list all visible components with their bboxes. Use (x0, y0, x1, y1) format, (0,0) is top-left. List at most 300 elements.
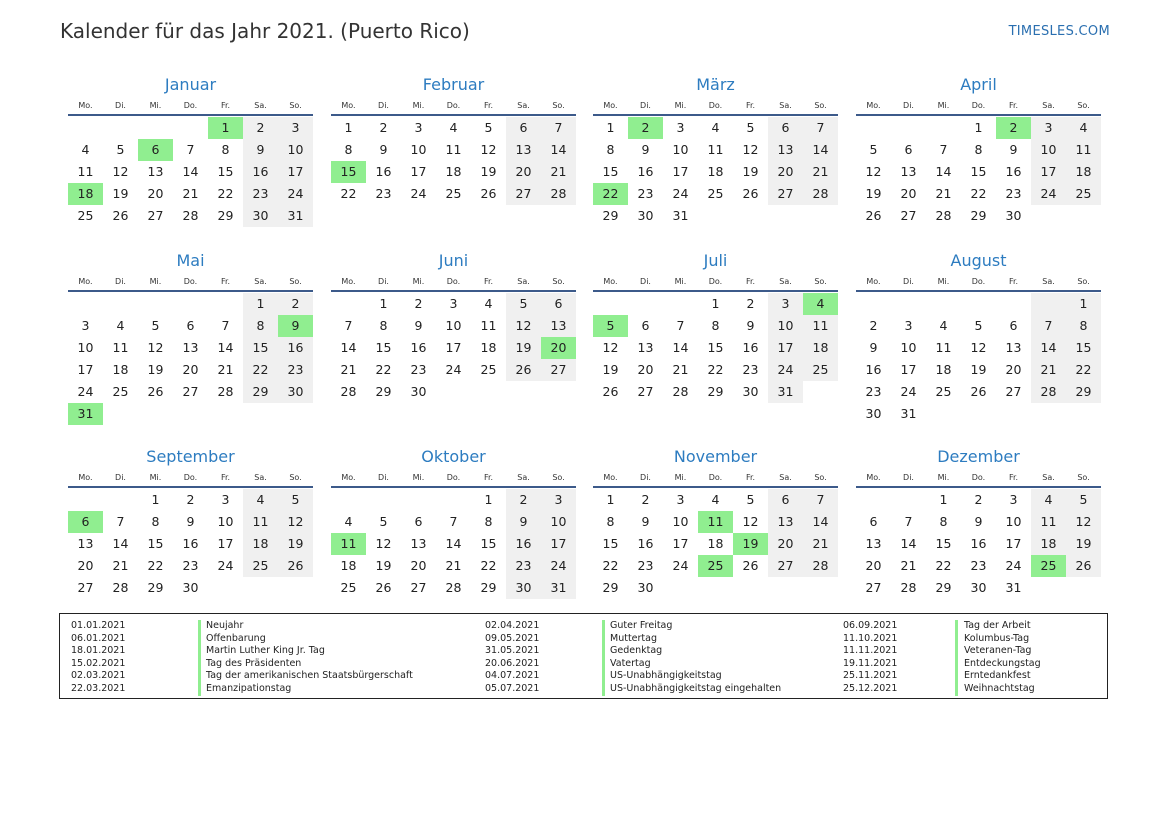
month-block (593, 446, 838, 599)
day-cell: 6 (541, 293, 576, 315)
day-cell: 6 (904, 142, 913, 157)
holiday-day-cell: 1 (208, 117, 243, 139)
day-cell: 10 (1005, 514, 1022, 529)
weekday-header (856, 96, 1101, 116)
weekday-label: Mi. (412, 276, 425, 286)
holiday-date: 18.01.2021 (71, 645, 126, 657)
day-cell: 17 (672, 164, 689, 179)
day-cell: 23 (970, 558, 987, 573)
month-name: Februar (422, 75, 485, 94)
day-cell: 13 (865, 536, 882, 551)
day-cell: 18 (112, 362, 129, 377)
weekday-label: Do. (708, 472, 723, 482)
weekday-header (593, 468, 838, 488)
day-cell: 6 (768, 117, 803, 139)
day-cell: 6 (641, 318, 650, 333)
holiday-name: Gedenktag (610, 645, 663, 657)
day-cell: 9 (869, 340, 878, 355)
day-cell: 27 (1005, 384, 1022, 399)
day-cell: 17 (1005, 536, 1022, 551)
site-link[interactable]: TIMESLES.COM (1008, 24, 1110, 39)
day-cell: 22 (707, 362, 724, 377)
day-cell: 30 (410, 384, 427, 399)
day-cell: 21 (445, 558, 462, 573)
weekday-header (593, 272, 838, 292)
day-cell: 8 (711, 318, 720, 333)
holiday-name: Tag des Präsidenten (206, 657, 302, 669)
day-cell: 13 (1005, 340, 1022, 355)
day-cell: 14 (672, 340, 689, 355)
holiday-date: 19.11.2021 (843, 657, 898, 669)
empty-day-cell (926, 293, 961, 315)
day-cell: 7 (116, 514, 125, 529)
day-cell: 19 (970, 362, 987, 377)
day-cell: 25 (1066, 183, 1101, 205)
day-cell: 25 (340, 580, 357, 595)
weekday-label: Mo. (866, 276, 881, 286)
day-cell: 8 (484, 514, 493, 529)
day-cell: 22 (375, 362, 392, 377)
day-cell: 19 (602, 362, 619, 377)
weekday-label: Sa. (779, 100, 792, 110)
day-cell: 18 (1031, 533, 1066, 555)
day-cell: 17 (1031, 161, 1066, 183)
weekday-label: So. (814, 276, 827, 286)
month-block (593, 250, 838, 403)
day-cell: 29 (602, 208, 619, 223)
weekday-label: So. (552, 472, 565, 482)
day-cell: 5 (1066, 489, 1101, 511)
day-cell: 20 (768, 161, 803, 183)
empty-day-cell (593, 293, 628, 315)
weekday-label: Mo. (341, 100, 356, 110)
day-cell: 24 (445, 362, 462, 377)
day-cell: 16 (506, 533, 541, 555)
day-cell: 5 (974, 318, 983, 333)
holiday-color-bar (955, 620, 958, 696)
day-cell: 10 (768, 315, 803, 337)
weekday-label: Sa. (254, 276, 267, 286)
day-cell: 4 (243, 489, 278, 511)
weekday-label: Sa. (1042, 276, 1055, 286)
page-title: Kalender für das Jahr 2021. (Puerto Rico) (60, 19, 470, 43)
day-grid (856, 117, 1101, 227)
day-cell: 16 (182, 536, 199, 551)
weekday-label: Do. (183, 100, 198, 110)
day-cell: 9 (641, 514, 650, 529)
day-cell: 31 (900, 406, 917, 421)
holiday-date: 09.05.2021 (485, 632, 540, 644)
empty-day-cell (331, 293, 366, 315)
day-cell: 29 (147, 580, 164, 595)
weekday-label: Mo. (603, 472, 618, 482)
day-cell: 13 (182, 340, 199, 355)
weekday-label: So. (552, 100, 565, 110)
weekday-label: So. (814, 472, 827, 482)
weekday-label: So. (1077, 276, 1090, 286)
day-cell: 29 (1066, 381, 1101, 403)
day-cell: 13 (506, 139, 541, 161)
weekday-label: So. (552, 276, 565, 286)
day-cell: 29 (375, 384, 392, 399)
day-cell: 19 (147, 362, 164, 377)
day-cell: 9 (186, 514, 195, 529)
holiday-name: US-Unabhängigkeitstag (610, 670, 722, 682)
weekday-label: Fr. (745, 100, 756, 110)
day-cell: 21 (541, 161, 576, 183)
weekday-label: Fr. (1008, 276, 1019, 286)
weekday-label: Mo. (866, 472, 881, 482)
day-cell: 8 (606, 142, 615, 157)
weekday-label: Mi. (149, 100, 162, 110)
day-cell: 27 (768, 183, 803, 205)
day-cell: 2 (506, 489, 541, 511)
day-cell: 31 (541, 577, 576, 599)
day-cell: 14 (445, 536, 462, 551)
day-cell: 26 (742, 558, 759, 573)
holiday-date: 11.10.2021 (843, 632, 898, 644)
day-cell: 21 (935, 186, 952, 201)
day-cell: 15 (1066, 337, 1101, 359)
day-cell: 28 (112, 580, 129, 595)
holiday-day-cell: 2 (996, 117, 1031, 139)
day-cell: 18 (707, 164, 724, 179)
day-cell: 3 (81, 318, 90, 333)
day-grid (68, 489, 313, 599)
day-grid (331, 293, 576, 403)
empty-day-cell (401, 489, 436, 511)
day-cell: 12 (480, 142, 497, 157)
day-cell: 17 (768, 337, 803, 359)
day-cell: 24 (278, 183, 313, 205)
day-cell: 27 (541, 359, 576, 381)
legend-dates-column (71, 620, 125, 696)
day-cell: 24 (768, 359, 803, 381)
day-cell: 23 (1005, 186, 1022, 201)
day-cell: 17 (77, 362, 94, 377)
day-cell: 22 (480, 558, 497, 573)
day-cell: 26 (865, 208, 882, 223)
holiday-day-cell: 25 (698, 555, 733, 577)
weekday-label: Mo. (78, 100, 93, 110)
day-cell: 18 (1066, 161, 1101, 183)
day-cell: 19 (865, 186, 882, 201)
day-cell: 15 (935, 536, 952, 551)
weekday-label: Do. (971, 472, 986, 482)
day-cell: 24 (410, 186, 427, 201)
day-cell: 8 (379, 318, 388, 333)
day-cell: 13 (541, 315, 576, 337)
empty-day-cell (103, 117, 138, 139)
day-cell: 29 (707, 384, 724, 399)
day-cell: 9 (243, 139, 278, 161)
day-cell: 27 (410, 580, 427, 595)
empty-day-cell (856, 117, 891, 139)
holiday-day-cell: 2 (628, 117, 663, 139)
weekday-label: Fr. (483, 276, 494, 286)
day-cell: 7 (344, 318, 353, 333)
weekday-label: Mo. (603, 276, 618, 286)
month-block (331, 250, 576, 403)
weekday-label: Sa. (517, 276, 530, 286)
day-cell: 12 (970, 340, 987, 355)
day-cell: 24 (1031, 183, 1066, 205)
day-cell: 10 (278, 139, 313, 161)
holiday-day-cell: 9 (278, 315, 313, 337)
day-cell: 20 (1005, 362, 1022, 377)
weekday-label: Mi. (674, 276, 687, 286)
holiday-name: Muttertag (610, 632, 657, 644)
holiday-day-cell: 20 (541, 337, 576, 359)
day-cell: 23 (865, 384, 882, 399)
day-cell: 22 (217, 186, 234, 201)
day-cell: 14 (803, 139, 838, 161)
day-cell: 14 (803, 511, 838, 533)
day-cell: 14 (1031, 337, 1066, 359)
day-cell: 27 (506, 183, 541, 205)
day-cell: 31 (672, 208, 689, 223)
day-cell: 10 (672, 142, 689, 157)
day-cell: 26 (375, 580, 392, 595)
day-cell: 29 (243, 381, 278, 403)
day-cell: 25 (803, 359, 838, 381)
day-cell: 18 (480, 340, 497, 355)
day-cell: 16 (410, 340, 427, 355)
day-cell: 20 (768, 533, 803, 555)
empty-day-cell (961, 293, 996, 315)
holiday-day-cell: 18 (68, 183, 103, 205)
holiday-day-cell: 6 (68, 511, 103, 533)
day-cell: 16 (1005, 164, 1022, 179)
weekday-label: Mi. (674, 100, 687, 110)
day-cell: 11 (803, 315, 838, 337)
day-cell: 30 (742, 384, 759, 399)
day-cell: 30 (637, 580, 654, 595)
month-name: Juli (703, 251, 728, 270)
weekday-label: So. (289, 472, 302, 482)
month-name: März (696, 75, 735, 94)
empty-day-cell (891, 293, 926, 315)
day-cell: 20 (865, 558, 882, 573)
weekday-label: Sa. (517, 100, 530, 110)
day-cell: 18 (243, 533, 278, 555)
day-cell: 28 (1031, 381, 1066, 403)
day-cell: 3 (1031, 117, 1066, 139)
empty-day-cell (331, 489, 366, 511)
day-cell: 25 (445, 186, 462, 201)
day-cell: 28 (803, 183, 838, 205)
weekday-label: Do. (971, 100, 986, 110)
day-cell: 30 (182, 580, 199, 595)
day-cell: 7 (541, 117, 576, 139)
day-grid (331, 117, 576, 205)
day-cell: 13 (900, 164, 917, 179)
day-cell: 20 (410, 558, 427, 573)
weekday-label: Mi. (149, 472, 162, 482)
day-cell: 3 (449, 296, 458, 311)
day-cell: 7 (449, 514, 458, 529)
holiday-date: 15.02.2021 (71, 657, 126, 669)
weekday-label: Di. (903, 472, 914, 482)
day-cell: 12 (278, 511, 313, 533)
day-cell: 20 (147, 186, 164, 201)
month-block (68, 446, 313, 599)
weekday-label: Di. (903, 276, 914, 286)
weekday-header (331, 96, 576, 116)
day-cell: 29 (480, 580, 497, 595)
day-cell: 12 (112, 164, 129, 179)
day-cell: 10 (900, 340, 917, 355)
day-cell: 11 (480, 318, 497, 333)
day-cell: 24 (900, 384, 917, 399)
day-cell: 27 (865, 580, 882, 595)
day-cell: 9 (746, 318, 755, 333)
day-cell: 1 (151, 492, 160, 507)
empty-day-cell (856, 293, 891, 315)
weekday-label: Do. (446, 100, 461, 110)
day-cell: 21 (672, 362, 689, 377)
day-cell: 19 (375, 558, 392, 573)
day-cell: 23 (742, 362, 759, 377)
day-cell: 11 (445, 142, 462, 157)
holiday-color-bar (602, 620, 605, 696)
day-cell: 17 (900, 362, 917, 377)
day-cell: 1 (974, 120, 983, 135)
day-cell: 6 (506, 117, 541, 139)
day-cell: 6 (1009, 318, 1018, 333)
day-cell: 20 (637, 362, 654, 377)
day-cell: 25 (935, 384, 952, 399)
day-cell: 29 (217, 208, 234, 223)
holiday-name: Erntedankfest (964, 670, 1031, 682)
weekday-label: Fr. (745, 276, 756, 286)
holiday-date: 02.04.2021 (485, 620, 540, 631)
day-cell: 26 (602, 384, 619, 399)
day-cell: 12 (147, 340, 164, 355)
weekday-label: Di. (640, 472, 651, 482)
weekday-label: Mi. (937, 276, 950, 286)
day-cell: 23 (637, 558, 654, 573)
day-cell: 1 (1066, 293, 1101, 315)
day-cell: 3 (414, 120, 423, 135)
day-cell: 13 (147, 164, 164, 179)
day-cell: 3 (768, 293, 803, 315)
day-cell: 2 (414, 296, 423, 311)
day-cell: 16 (278, 337, 313, 359)
day-cell: 27 (900, 208, 917, 223)
day-cell: 1 (243, 293, 278, 315)
day-cell: 30 (637, 208, 654, 223)
day-cell: 4 (484, 296, 493, 311)
weekday-label: Fr. (220, 276, 231, 286)
day-cell: 12 (506, 315, 541, 337)
month-name: November (673, 447, 758, 466)
month-block (856, 74, 1101, 227)
day-cell: 1 (344, 120, 353, 135)
day-cell: 4 (939, 318, 948, 333)
day-cell: 17 (541, 533, 576, 555)
weekday-label: Mi. (937, 472, 950, 482)
weekday-label: Mo. (78, 472, 93, 482)
day-cell: 24 (77, 384, 94, 399)
day-cell: 2 (641, 492, 650, 507)
day-cell: 17 (410, 164, 427, 179)
day-cell: 21 (217, 362, 234, 377)
day-cell: 17 (278, 161, 313, 183)
day-cell: 1 (379, 296, 388, 311)
month-block (331, 446, 576, 599)
day-cell: 4 (344, 514, 353, 529)
day-cell: 1 (711, 296, 720, 311)
day-cell: 21 (112, 558, 129, 573)
month-block (856, 250, 1101, 425)
day-cell: 19 (1066, 533, 1101, 555)
day-cell: 5 (151, 318, 160, 333)
weekday-label: So. (814, 100, 827, 110)
day-cell: 20 (77, 558, 94, 573)
day-cell: 22 (935, 558, 952, 573)
holiday-day-cell: 4 (803, 293, 838, 315)
day-cell: 22 (602, 558, 619, 573)
day-cell: 18 (445, 164, 462, 179)
weekday-label: So. (289, 276, 302, 286)
weekday-label: Sa. (779, 472, 792, 482)
weekday-label: Do. (183, 472, 198, 482)
weekday-label: Do. (183, 276, 198, 286)
weekday-label: Di. (115, 472, 126, 482)
legend-names-column (206, 620, 413, 696)
day-cell: 9 (974, 514, 983, 529)
day-grid (593, 489, 838, 599)
day-cell: 13 (768, 139, 803, 161)
weekday-label: Sa. (254, 100, 267, 110)
holiday-name: Neujahr (206, 620, 244, 631)
holiday-date: 06.01.2021 (71, 632, 126, 644)
day-cell: 8 (243, 315, 278, 337)
holiday-date: 05.07.2021 (485, 682, 540, 694)
day-cell: 16 (375, 164, 392, 179)
day-cell: 29 (970, 208, 987, 223)
day-cell: 21 (803, 161, 838, 183)
day-cell: 1 (606, 492, 615, 507)
empty-day-cell (173, 117, 208, 139)
day-cell: 18 (935, 362, 952, 377)
empty-day-cell (103, 293, 138, 315)
day-grid (68, 293, 313, 425)
weekday-label: Di. (378, 472, 389, 482)
day-cell: 19 (278, 533, 313, 555)
day-cell: 3 (676, 120, 685, 135)
day-cell: 2 (379, 120, 388, 135)
day-cell: 6 (768, 489, 803, 511)
day-cell: 3 (1009, 492, 1018, 507)
day-cell: 13 (410, 536, 427, 551)
weekday-label: Do. (446, 276, 461, 286)
weekday-label: Mi. (412, 472, 425, 482)
weekday-header (68, 272, 313, 292)
day-cell: 13 (77, 536, 94, 551)
empty-day-cell (891, 117, 926, 139)
day-cell: 24 (217, 558, 234, 573)
day-cell: 7 (1031, 315, 1066, 337)
day-cell: 9 (506, 511, 541, 533)
legend-dates-column (485, 620, 539, 696)
holiday-name: Martin Luther King Jr. Tag (206, 645, 325, 657)
day-cell: 9 (379, 142, 388, 157)
holiday-date: 25.11.2021 (843, 670, 898, 682)
day-cell: 25 (243, 555, 278, 577)
day-cell: 27 (147, 208, 164, 223)
